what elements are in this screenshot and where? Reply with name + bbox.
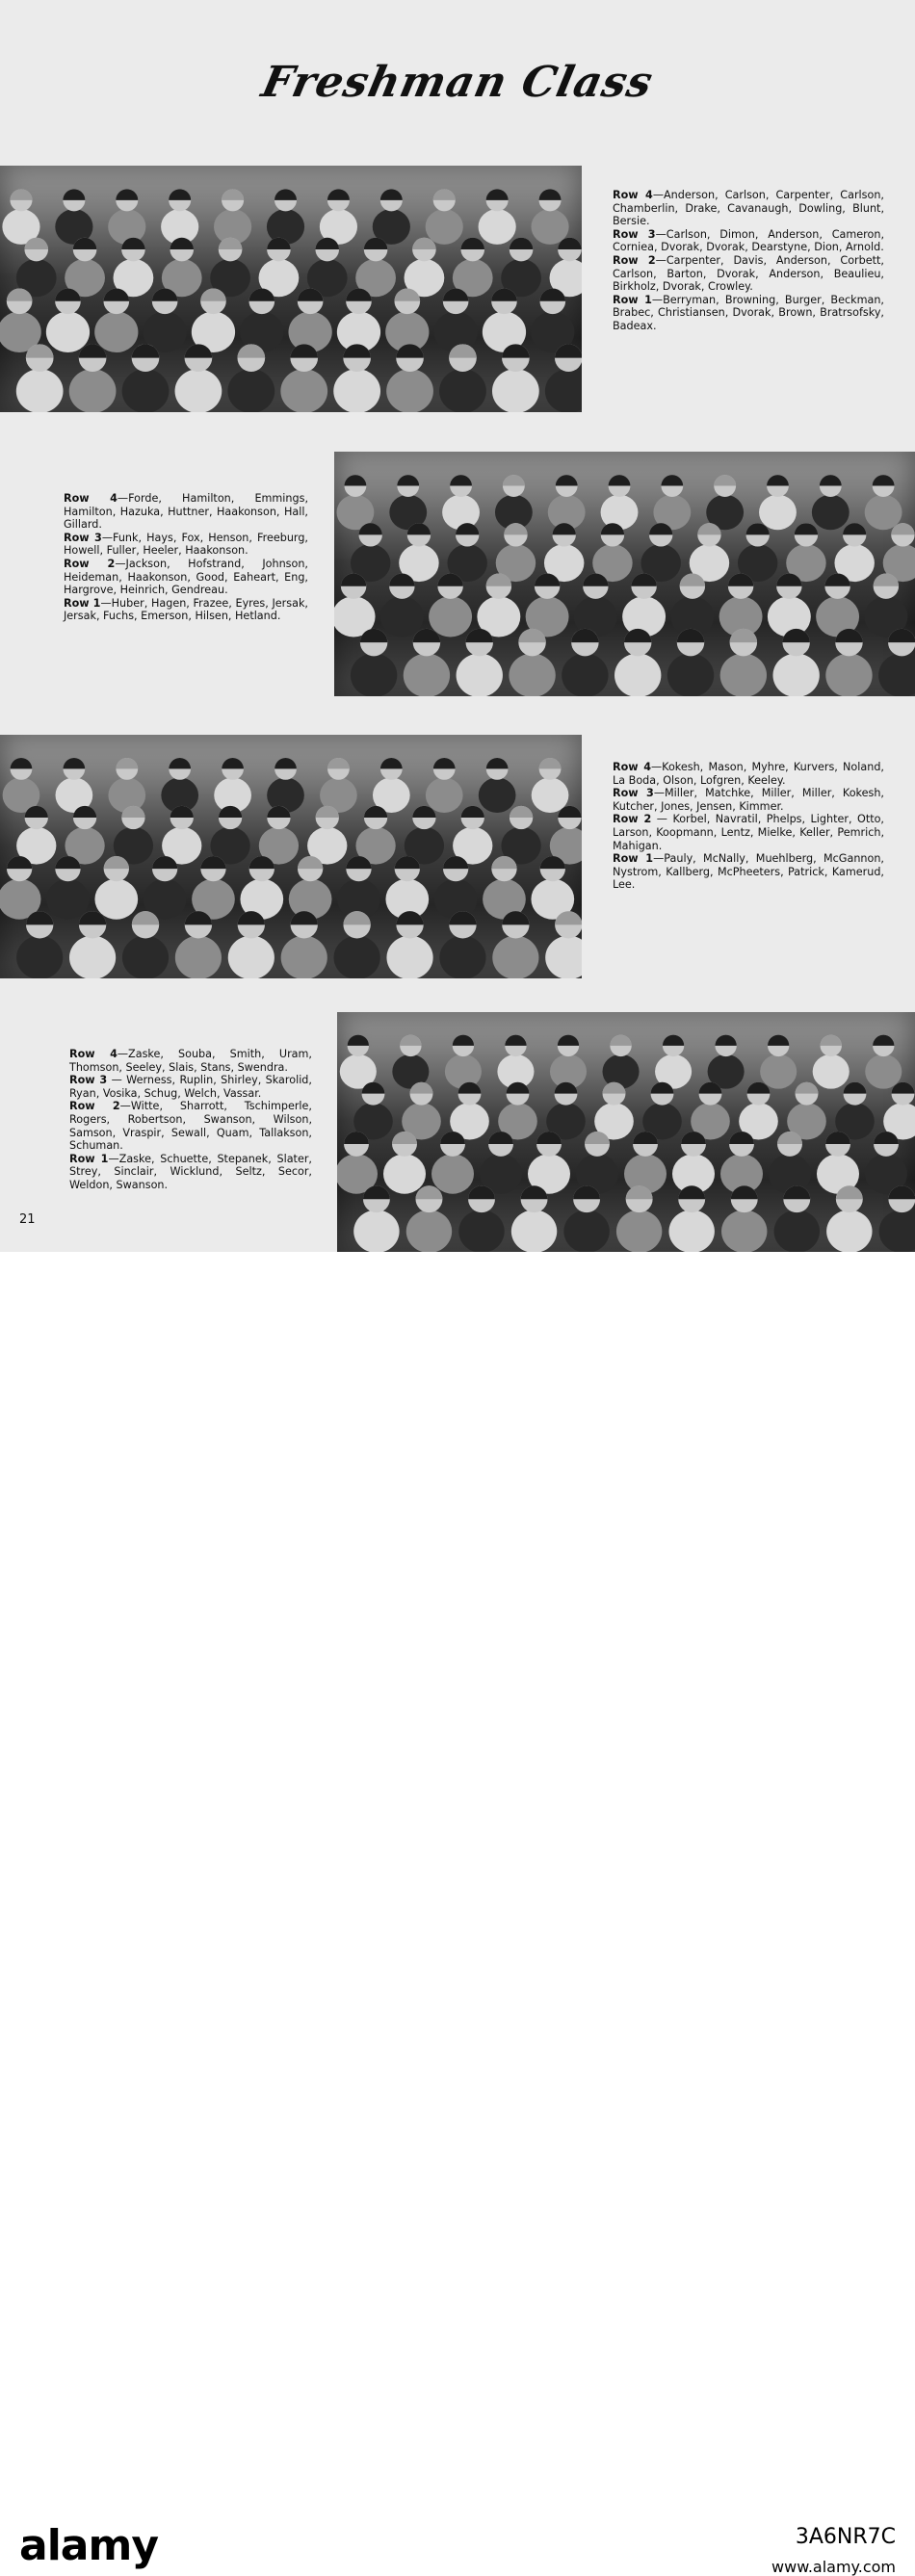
row-label: Row 3	[613, 787, 654, 800]
student-body	[602, 1054, 639, 1089]
student-body	[457, 653, 503, 696]
student-body	[334, 936, 380, 978]
row-names: Funk, Hays, Fox, Henson, Freeburg, Howell, Fuller, Heeler, Haakonson.	[64, 531, 308, 558]
photo-silhouettes	[0, 166, 582, 412]
student-hair	[821, 1035, 842, 1046]
student-body	[772, 653, 819, 696]
caption-row: Row 2—Carpenter, Davis, Anderson, Corbett, Carlson, Barton, Dvorak, Anderson, Beaulieu, Birkholz, Dvorak, Crowley.	[613, 253, 884, 294]
student-body	[774, 1210, 820, 1252]
student-body	[879, 1210, 915, 1252]
row-names: Carpenter, Davis, Anderson, Corbett, Carlson, Barton, Dvorak, Anderson, Beaulieu, Birkholz, Dvorak, Crowley.	[613, 253, 884, 294]
row-label: Row 3	[64, 531, 102, 544]
student-hair	[610, 1035, 631, 1046]
row-names: Jackson, Hofstrand, Johnson, Heideman, Haakonson, Good, Eaheart, Eng, Hargrove, Heinrich, Gendreau.	[64, 557, 308, 597]
caption-row: Row 1—Zaske, Schuette, Stepanek, Slater, Strey, Sinclair, Wicklund, Seltz, Secor, Weldon, Swanson.	[69, 1152, 312, 1191]
row-names: Carlson, Dimon, Anderson, Cameron, Corniea, Dvorak, Dvorak, Dearstyne, Dion, Arnold.	[613, 227, 884, 254]
row-label: Row 2	[613, 253, 656, 267]
student-body	[720, 653, 767, 696]
student-hair	[461, 806, 484, 818]
photo-silhouettes	[337, 1012, 915, 1252]
student-body	[386, 936, 432, 978]
student-body	[439, 369, 486, 412]
student-body	[175, 369, 222, 412]
student-body	[562, 653, 608, 696]
student-hair	[510, 238, 534, 249]
student-hair	[116, 758, 138, 768]
row-names: Berryman, Browning, Burger, Beckman, Brabec, Christiansen, Dvorak, Brown, Bratrsofsky, Badeax.	[613, 293, 884, 332]
student-body	[351, 653, 397, 696]
row-names: Pauly, McNally, Muehlberg, McGannon, Nystrom, Kallberg, McPheeters, Patrick, Kamerud, Lee.	[613, 852, 884, 892]
student-hair	[344, 475, 366, 485]
student-body	[878, 653, 915, 696]
student-hair	[169, 189, 191, 200]
student-body	[122, 936, 169, 978]
student-body	[563, 1210, 609, 1252]
student-body	[431, 1154, 474, 1193]
caption-row: Row 1—Pauly, McNally, Muehlberg, McGannon, Nystrom, Kallberg, McPheeters, Patrick, Kamerud, Lee.	[613, 852, 884, 892]
student-body	[445, 1054, 482, 1089]
student-body	[16, 369, 64, 412]
student-body	[46, 879, 90, 920]
student-body	[721, 1210, 767, 1252]
caption-row: Row 3—Miller, Matchke, Miller, Miller, Kokesh, Kutcher, Jones, Jensen, Kimmer.	[613, 787, 884, 813]
student-body	[826, 1210, 872, 1252]
caption-row: Row 1—Berryman, Browning, Burger, Beckman, Brabec, Christiansen, Dvorak, Brown, Bratrsofsky, Badeax.	[613, 293, 884, 332]
caption-row: Row 4—Kokesh, Mason, Myhre, Kurvers, Noland, La Boda, Olson, Lofgren, Keeley.	[613, 761, 884, 787]
student-hair	[348, 1035, 369, 1046]
caption-row: Row 3—Carlson, Dimon, Anderson, Cameron, Corniea, Dvorak, Dvorak, Dearstyne, Dion, Arnold.	[613, 227, 884, 254]
student-body	[825, 653, 872, 696]
student-hair	[327, 189, 350, 200]
student-hair	[844, 1082, 867, 1094]
page-number: 21	[19, 1212, 36, 1227]
student-body	[865, 1054, 902, 1089]
student-hair	[539, 189, 562, 199]
class-photo-1	[0, 166, 582, 412]
row-names: Zaske, Souba, Smith, Uram, Thomson, Seeley, Slais, Stans, Swendra.	[69, 1048, 312, 1074]
student-hair	[63, 189, 85, 200]
row-names: Forde, Hamilton, Emmings, Hamilton, Hazuka, Huttner, Haakonson, Hall, Gillard.	[64, 492, 308, 532]
student-body	[69, 369, 117, 412]
student-body	[667, 653, 714, 696]
student-hair	[503, 475, 525, 485]
student-body	[69, 936, 116, 978]
student-hair	[843, 523, 866, 534]
class-photo-2	[334, 452, 915, 696]
student-hair	[767, 475, 789, 485]
student-body	[509, 653, 555, 696]
row-label: Row 1	[69, 1152, 109, 1165]
row-names: Witte, Sharrott, Tschimperle, Rogers, Robertson, Swanson, Wilson, Samson, Vraspir, Sewall, Quam, Tallakson, Schuman.	[69, 1100, 312, 1153]
student-hair	[873, 1035, 894, 1046]
stock-image-id: 3A6NR7C	[795, 2525, 896, 2549]
row-label: Row 1	[64, 596, 101, 610]
student-body	[759, 495, 797, 531]
student-hair	[433, 189, 456, 200]
student-hair	[453, 1035, 474, 1046]
row-label: Row 4	[613, 189, 653, 201]
caption-row: Row 4—Anderson, Carlson, Carpenter, Carlson, Chamberlin, Drake, Cavanaugh, Dowling, Blunt, Bersie.	[613, 189, 884, 228]
student-hair	[873, 475, 895, 485]
student-body	[865, 495, 902, 531]
row-label: Row 2	[613, 813, 652, 826]
student-body	[813, 1054, 850, 1089]
student-hair	[397, 475, 419, 485]
student-hair	[63, 758, 85, 768]
caption-row: Row 4—Zaske, Souba, Smith, Uram, Thomson, Seeley, Slais, Stans, Swendra.	[69, 1048, 312, 1074]
caption-row: Row 2 — Korbel, Navratil, Phelps, Lighter, Otto, Larson, Koopmann, Lentz, Mielke, Keller, Pemrich, Mahigan.	[613, 813, 884, 852]
student-body	[406, 1210, 452, 1252]
student-hair	[661, 475, 683, 485]
student-body	[511, 1210, 557, 1252]
student-hair	[380, 189, 403, 199]
student-body	[458, 1210, 504, 1252]
student-body	[108, 209, 145, 245]
caption-row: Row 2—Witte, Sharrott, Tschimperle, Rogers, Robertson, Swanson, Wilson, Samson, Vraspir, Sewall, Quam, Tallakson, Schuman.	[69, 1100, 312, 1153]
caption-row: Row 3—Funk, Hays, Fox, Henson, Freeburg, Howell, Fuller, Heeler, Haakonson.	[64, 531, 308, 558]
row-label: Row 3	[613, 227, 656, 241]
student-hair	[274, 758, 297, 768]
student-hair	[714, 475, 736, 485]
student-body	[532, 778, 569, 813]
student-body	[108, 778, 145, 813]
student-body	[46, 311, 90, 352]
student-hair	[11, 758, 33, 768]
row-names: Korbel, Navratil, Phelps, Lighter, Otto, Larson, Koopmann, Lentz, Mielke, Keller, Pemrich, Mahigan.	[613, 813, 884, 852]
caption-3	[613, 761, 884, 892]
student-hair	[400, 1035, 421, 1046]
student-hair	[510, 806, 533, 818]
student-body	[479, 209, 516, 245]
student-hair	[663, 1035, 684, 1046]
student-body	[614, 653, 661, 696]
stock-watermark-bar	[0, 1252, 915, 2576]
row-names: Anderson, Carlson, Carpenter, Carlson, Chamberlin, Drake, Cavanaugh, Dowling, Blunt, Bersie.	[613, 189, 884, 228]
student-hair	[222, 758, 244, 768]
student-body	[426, 209, 463, 245]
caption-row: Row 2—Jackson, Hofstrand, Johnson, Heideman, Haakonson, Good, Eaheart, Eng, Hargrove, Heinrich, Gendreau.	[64, 557, 308, 597]
student-hair	[486, 189, 509, 200]
yearbook-page	[0, 0, 915, 1252]
row-label: Row 2	[64, 557, 116, 570]
student-body	[227, 369, 274, 412]
student-body	[175, 936, 222, 978]
student-body	[280, 369, 327, 412]
student-body	[812, 495, 850, 531]
student-hair	[609, 475, 631, 485]
student-body	[479, 778, 516, 813]
row-names: Miller, Matchke, Miller, Miller, Kokesh, Kutcher, Jones, Jensen, Kimmer.	[613, 787, 884, 813]
student-hair	[505, 1035, 526, 1046]
student-body	[429, 596, 472, 637]
student-hair	[768, 1035, 789, 1046]
caption-2	[64, 492, 308, 623]
row-label: Row 2	[69, 1100, 120, 1113]
student-hair	[169, 758, 191, 768]
caption-4	[69, 1048, 312, 1192]
student-body	[94, 311, 138, 352]
student-body	[16, 936, 63, 978]
caption-row: Row 4—Forde, Hamilton, Emmings, Hamilton, Hazuka, Huttner, Haakonson, Hall, Gillard.	[64, 492, 308, 532]
student-hair	[116, 189, 138, 200]
student-hair	[10, 189, 32, 200]
student-body	[442, 495, 480, 531]
student-hair	[795, 523, 818, 534]
row-label: Row 3	[69, 1074, 108, 1087]
row-label: Row 1	[613, 852, 654, 866]
student-body	[267, 778, 304, 813]
row-label: Row 1	[613, 293, 652, 306]
row-names: Werness, Ruplin, Shirley, Skarolid, Ryan, Vosika, Schug, Welch, Vassar.	[69, 1074, 312, 1100]
student-body	[760, 1054, 797, 1089]
student-hair	[327, 758, 350, 768]
student-hair	[486, 758, 509, 768]
student-hair	[820, 475, 842, 485]
class-photo-3	[0, 735, 582, 978]
student-hair	[460, 238, 484, 249]
student-body	[122, 369, 170, 412]
row-names: Huber, Hagen, Frazee, Eyres, Jersak, Jersak, Fuchs, Emerson, Hilsen, Hetland.	[64, 596, 308, 623]
student-body	[426, 778, 463, 813]
student-body	[228, 936, 274, 978]
student-body	[383, 1154, 426, 1193]
student-body	[353, 1210, 399, 1252]
student-body	[492, 369, 539, 412]
class-photo-4	[337, 1012, 915, 1252]
caption-row: Row 1—Huber, Hagen, Frazee, Eyres, Jersak, Jersak, Fuchs, Emerson, Hilsen, Hetland.	[64, 596, 308, 623]
student-body	[281, 936, 327, 978]
student-hair	[796, 1082, 819, 1094]
student-body	[267, 209, 304, 245]
student-hair	[380, 758, 403, 768]
page-title: Freshman Class	[257, 58, 658, 107]
student-body	[545, 936, 582, 978]
caption-row: Row 3 — Werness, Ruplin, Shirley, Skarolid, Ryan, Vosika, Schug, Welch, Vassar.	[69, 1074, 312, 1100]
stock-url: www.alamy.com	[771, 2558, 896, 2576]
photo-silhouettes	[334, 452, 915, 696]
student-body	[94, 879, 138, 920]
row-label: Row 4	[64, 492, 118, 505]
row-label: Row 4	[69, 1048, 118, 1060]
student-hair	[450, 475, 472, 485]
student-body	[386, 369, 433, 412]
student-body	[380, 596, 424, 637]
student-body	[668, 1210, 714, 1252]
student-hair	[433, 758, 456, 768]
student-body	[439, 936, 485, 978]
row-names: Kokesh, Mason, Myhre, Kurvers, Noland, La Boda, Olson, Lofgren, Keeley.	[613, 761, 884, 787]
row-names: Zaske, Schuette, Stepanek, Slater, Strey, Sinclair, Wicklund, Seltz, Secor, Weldon, Swanson.	[69, 1152, 312, 1191]
stock-logo: alamy	[19, 2521, 158, 2570]
photo-silhouettes	[0, 735, 582, 978]
student-hair	[556, 475, 578, 485]
student-body	[601, 495, 639, 531]
student-hair	[222, 189, 244, 200]
student-body	[404, 653, 450, 696]
student-body	[333, 369, 380, 412]
student-hair	[715, 1035, 736, 1046]
student-hair	[539, 758, 562, 768]
student-hair	[558, 1035, 579, 1046]
student-hair	[274, 189, 297, 200]
caption-1	[613, 189, 884, 333]
student-body	[531, 209, 568, 245]
row-label: Row 4	[613, 761, 651, 773]
student-body	[545, 369, 582, 412]
student-body	[492, 936, 538, 978]
student-body	[616, 1210, 662, 1252]
